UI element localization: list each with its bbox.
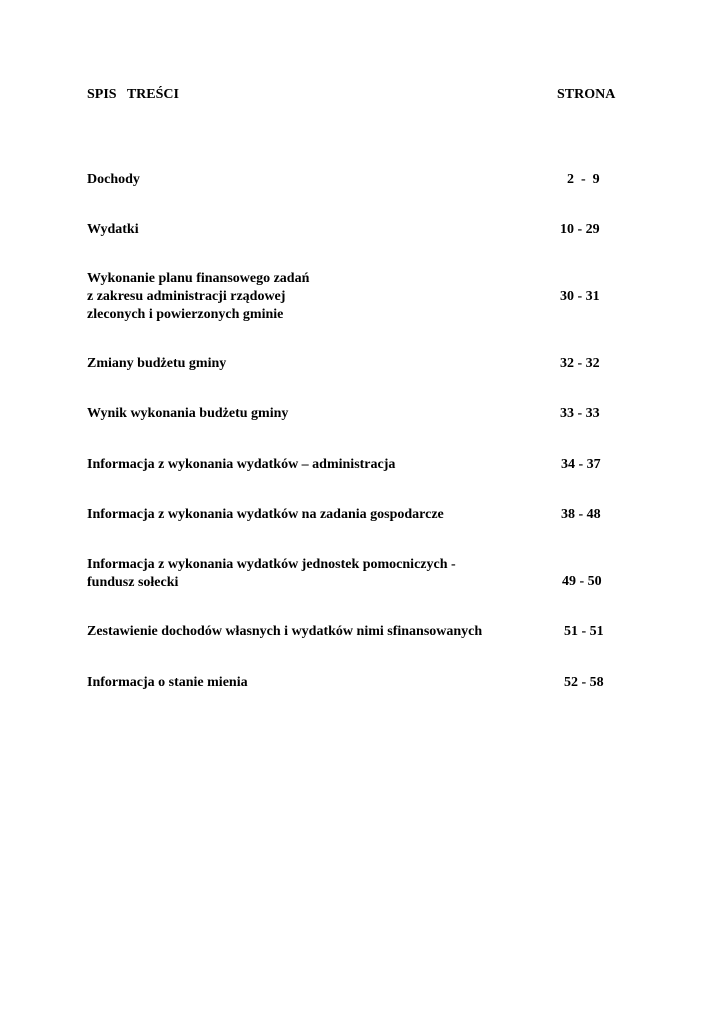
page-column-heading: STRONA (557, 87, 616, 102)
toc-entry-title: Wykonanie planu finansowego zadań z zakresu administracji rządowej zleconych i powierzonych gminie (87, 271, 310, 322)
toc-entry-pages: 49 - 50 (562, 574, 602, 589)
toc-entry-pages: 33 - 33 (560, 406, 600, 421)
toc-entry-pages: 30 - 31 (560, 289, 600, 304)
toc-entry-pages: 38 - 48 (561, 507, 601, 522)
toc-entry-title: Dochody (87, 172, 140, 187)
toc-entry-title: Informacja z wykonania wydatków jednostek pomocniczych - fundusz sołecki (87, 557, 456, 590)
toc-entry-pages: 51 - 51 (564, 624, 604, 639)
toc-entry-pages: 34 - 37 (561, 457, 601, 472)
toc-entry-title: Zestawienie dochodów własnych i wydatków nimi sfinansowanych (87, 624, 483, 639)
toc-entry-title: Informacja o stanie mienia (87, 675, 248, 690)
toc-entry-title: Wydatki (87, 222, 139, 237)
toc-entry-title: Informacja z wykonania wydatków – administracja (87, 457, 396, 472)
toc-heading: SPIS TREŚCI (87, 87, 179, 102)
toc-entry-pages: 52 - 58 (564, 675, 604, 690)
toc-entry-pages: 32 - 32 (560, 356, 600, 371)
toc-entry-title: Wynik wykonania budżetu gminy (87, 406, 289, 421)
toc-entry-title: Zmiany budżetu gminy (87, 356, 227, 371)
toc-entry-pages: 2 - 9 (567, 172, 600, 187)
toc-entry-pages: 10 - 29 (560, 222, 600, 237)
toc-entry-title: Informacja z wykonania wydatków na zadania gospodarcze (87, 507, 444, 522)
